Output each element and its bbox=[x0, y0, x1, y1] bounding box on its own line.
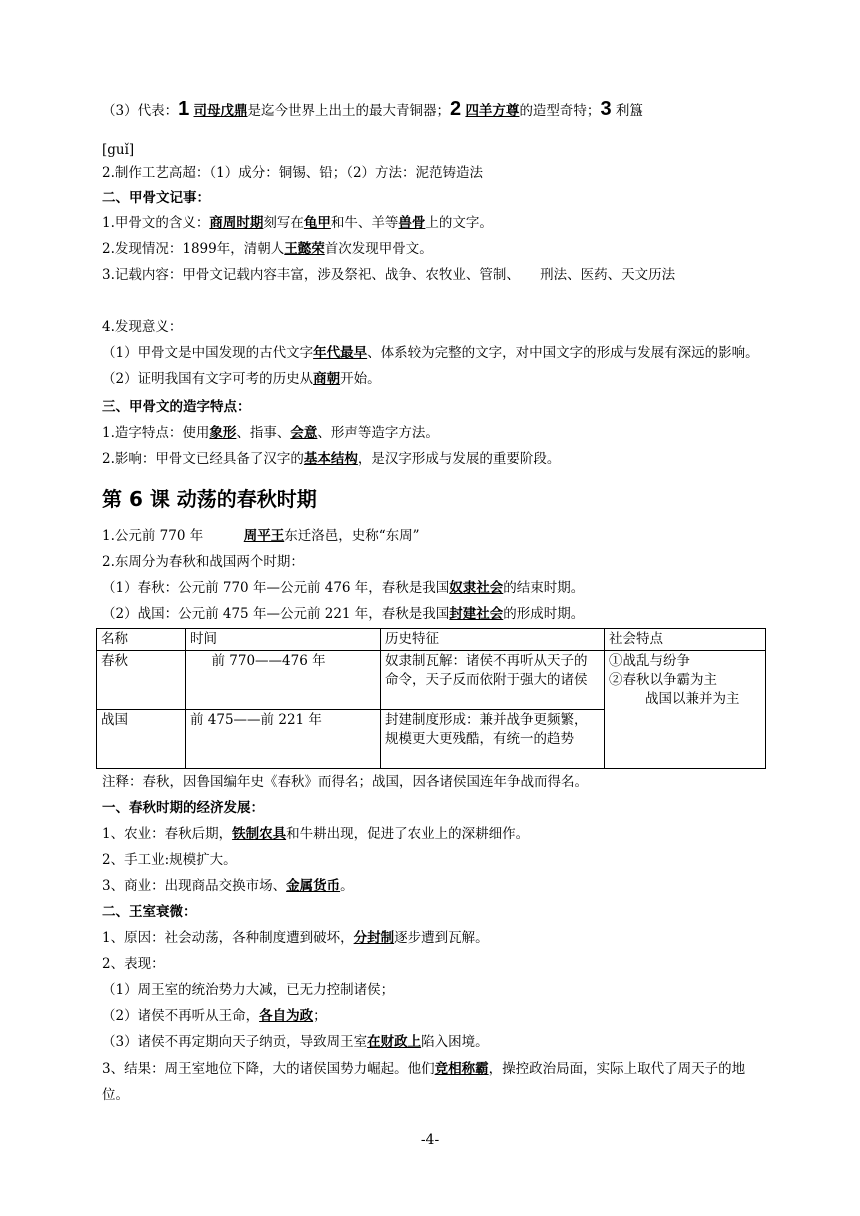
text: （1）春秋：公元前 770 年—公元前 476 年，春秋是我国 bbox=[102, 580, 450, 596]
section-heading-character-features: 三、甲骨文的造字特点： bbox=[102, 399, 251, 415]
text: 开始。 bbox=[340, 371, 381, 387]
number: 1 bbox=[178, 98, 190, 120]
text: 是迄今世界上出土的最大青铜器； bbox=[247, 103, 451, 119]
result-paragraph bbox=[102, 1056, 762, 1108]
text: （2）诸侯不再听从王命， bbox=[102, 1008, 260, 1024]
text: 。 bbox=[340, 878, 354, 894]
section-heading-economy: 一、春秋时期的经济发展： bbox=[102, 800, 264, 816]
text: 的形成时期。 bbox=[503, 606, 585, 622]
keyword: 竞相称霸 bbox=[434, 1061, 489, 1077]
number: 3 bbox=[600, 98, 612, 120]
table-cell: 封建制度形成：兼并战争更频繁，规模更大更残酷，有统一的趋势 bbox=[381, 710, 605, 769]
table-cell: 战国 bbox=[97, 710, 186, 769]
agriculture-line bbox=[102, 825, 762, 843]
text: ，是汉字形成与发展的重要阶段。 bbox=[357, 451, 561, 467]
character-method-line bbox=[102, 424, 762, 442]
social-item: ①战乱与纷争 bbox=[609, 653, 690, 669]
text: 刻写在 bbox=[263, 215, 304, 231]
text: （1）甲骨文是中国发现的古代文字 bbox=[102, 345, 314, 361]
text: 东迁洛邑，史称“东周” bbox=[284, 528, 420, 544]
significance-label: 4.发现意义： bbox=[102, 319, 183, 335]
keyword: 四羊方尊 bbox=[465, 103, 520, 119]
text: 1.公元前 770 年 bbox=[102, 528, 244, 544]
text: 首次发现甲骨文。 bbox=[324, 241, 433, 257]
text: 和牛、羊等 bbox=[330, 215, 399, 231]
manifestation-label: 2、表现： bbox=[102, 956, 165, 972]
manifestation-2 bbox=[102, 1007, 762, 1025]
periods-line: 2.东周分为春秋和战国两个时期： bbox=[102, 554, 304, 570]
section-heading-royal-decline: 二、王室衰微： bbox=[102, 904, 197, 920]
text: （2）战国：公元前 475 年—公元前 221 年，春秋是我国 bbox=[102, 606, 450, 622]
table-cell: 春秋 bbox=[97, 651, 186, 710]
table-cell: 前 770——476 年 bbox=[186, 651, 381, 710]
text: 的造型奇特； bbox=[519, 103, 601, 119]
text: 逐步遭到瓦解。 bbox=[394, 930, 489, 946]
keyword: 会意 bbox=[290, 425, 318, 441]
keyword: 奴隶社会 bbox=[449, 580, 504, 596]
table-header-row bbox=[97, 629, 766, 651]
cause-line bbox=[102, 929, 762, 947]
oracle-meaning-line bbox=[102, 214, 762, 232]
manifestation-1: （1）周王室的统治势力大减，已无力控制诸侯； bbox=[102, 982, 395, 998]
page-number: -4- bbox=[420, 1132, 440, 1148]
keyword: 基本结构 bbox=[303, 451, 358, 467]
note-line: 注释：春秋，因鲁国编年史《春秋》而得名；战国，因各诸侯国连年争战而得名。 bbox=[102, 774, 588, 790]
text: 、体系较为完整的文字，对中国文字的形成与发展有深远的影响。（2）证明我国有文字可考的历史从 bbox=[102, 345, 759, 387]
pinyin-note: [guǐ] bbox=[102, 142, 135, 158]
social-item: ②春秋以争霸为主 bbox=[609, 672, 717, 688]
text: 2.发现情况：1899年，清朝人 bbox=[102, 241, 285, 257]
table-cell: 奴隶制瓦解：诸侯不再听从天子的命令，天子反而依附于强大的诸侯 bbox=[381, 651, 605, 710]
text: 2.影响：甲骨文已经具备了汉字的 bbox=[102, 451, 304, 467]
text: 3、商业：出现商品交换市场、 bbox=[102, 878, 287, 894]
header-cell: 历史特征 bbox=[381, 629, 605, 651]
text: ，操控政治局面，实际上取代了周天子的地位。 bbox=[102, 1061, 746, 1103]
text: （3）诸侯不再定期向天子纳贡，导致周王室 bbox=[102, 1034, 368, 1050]
keyword: 龟甲 bbox=[303, 215, 331, 231]
header-cell: 社会特点 bbox=[605, 629, 766, 651]
keyword: 商朝 bbox=[313, 371, 341, 387]
text: 陷入困境。 bbox=[421, 1034, 489, 1050]
keyword: 兽骨 bbox=[398, 215, 426, 231]
text: ； bbox=[313, 1008, 327, 1024]
section-heading-oracle-bones: 二、甲骨文记事： bbox=[102, 190, 210, 206]
oracle-content-line: 3.记载内容：甲骨文记载内容丰富，涉及祭祀、战争、农牧业、管制、 刑法、医药、天文历法 bbox=[102, 267, 676, 283]
character-impact-line bbox=[102, 450, 762, 468]
handicraft-line: 2、手工业:规模扩大。 bbox=[102, 852, 237, 868]
text: 和牛耕出现，促进了农业上的深耕细作。 bbox=[286, 826, 530, 842]
keyword: 司母戊鼎 bbox=[193, 103, 248, 119]
table-cell: 前 475——前 221 年 bbox=[186, 710, 381, 769]
warring-states-line bbox=[102, 605, 762, 623]
craft-line: 2.制作工艺高超：（1）成分：铜锡、铅；（2）方法：泥范铸造法 bbox=[102, 165, 484, 181]
text: 上的文字。 bbox=[425, 215, 493, 231]
spring-autumn-line bbox=[102, 579, 762, 597]
keyword: 年代最早 bbox=[313, 345, 368, 361]
text: 1.甲骨文的含义： bbox=[102, 215, 210, 231]
oracle-discovery-line bbox=[102, 240, 762, 258]
text: 、形声等造字方法。 bbox=[317, 425, 439, 441]
social-features-cell bbox=[605, 651, 766, 769]
number: 2 bbox=[450, 98, 462, 120]
text: 1.造字特点：使用 bbox=[102, 425, 210, 441]
keyword: 封建社会 bbox=[449, 606, 504, 622]
text: 1、农业：春秋后期， bbox=[102, 826, 233, 842]
bronze-representatives-line bbox=[102, 100, 762, 120]
keyword: 各自为政 bbox=[259, 1008, 314, 1024]
commerce-line bbox=[102, 877, 762, 895]
periods-table bbox=[96, 628, 766, 769]
keyword: 在财政上 bbox=[367, 1034, 422, 1050]
text: 3、结果：周王室地位下降，大的诸侯国势力崛起。他们 bbox=[102, 1061, 435, 1077]
header-cell: 时间 bbox=[186, 629, 381, 651]
header-cell: 名称 bbox=[97, 629, 186, 651]
keyword: 铁制农具 bbox=[232, 826, 287, 842]
text: 、指事、 bbox=[236, 425, 291, 441]
social-item: 战国以兼并为主 bbox=[645, 691, 740, 707]
text: 1、原因：社会动荡，各种制度遭到破坏， bbox=[102, 930, 354, 946]
keyword: 王懿荣 bbox=[284, 241, 325, 257]
table-row bbox=[97, 651, 766, 710]
significance-paragraph bbox=[102, 340, 762, 392]
keyword: 象形 bbox=[209, 425, 237, 441]
keyword: 商周时期 bbox=[209, 215, 264, 231]
lesson-title: 第 6 课 动荡的春秋时期 bbox=[102, 487, 317, 511]
keyword: 分封制 bbox=[353, 930, 395, 946]
text: （3）代表： bbox=[102, 103, 179, 119]
text: 的结束时期。 bbox=[503, 580, 585, 596]
text: 利簋 bbox=[615, 103, 643, 119]
east-zhou-line bbox=[102, 527, 762, 545]
manifestation-3 bbox=[102, 1033, 762, 1051]
keyword: 周平王 bbox=[243, 528, 285, 544]
keyword: 金属货币 bbox=[286, 878, 341, 894]
